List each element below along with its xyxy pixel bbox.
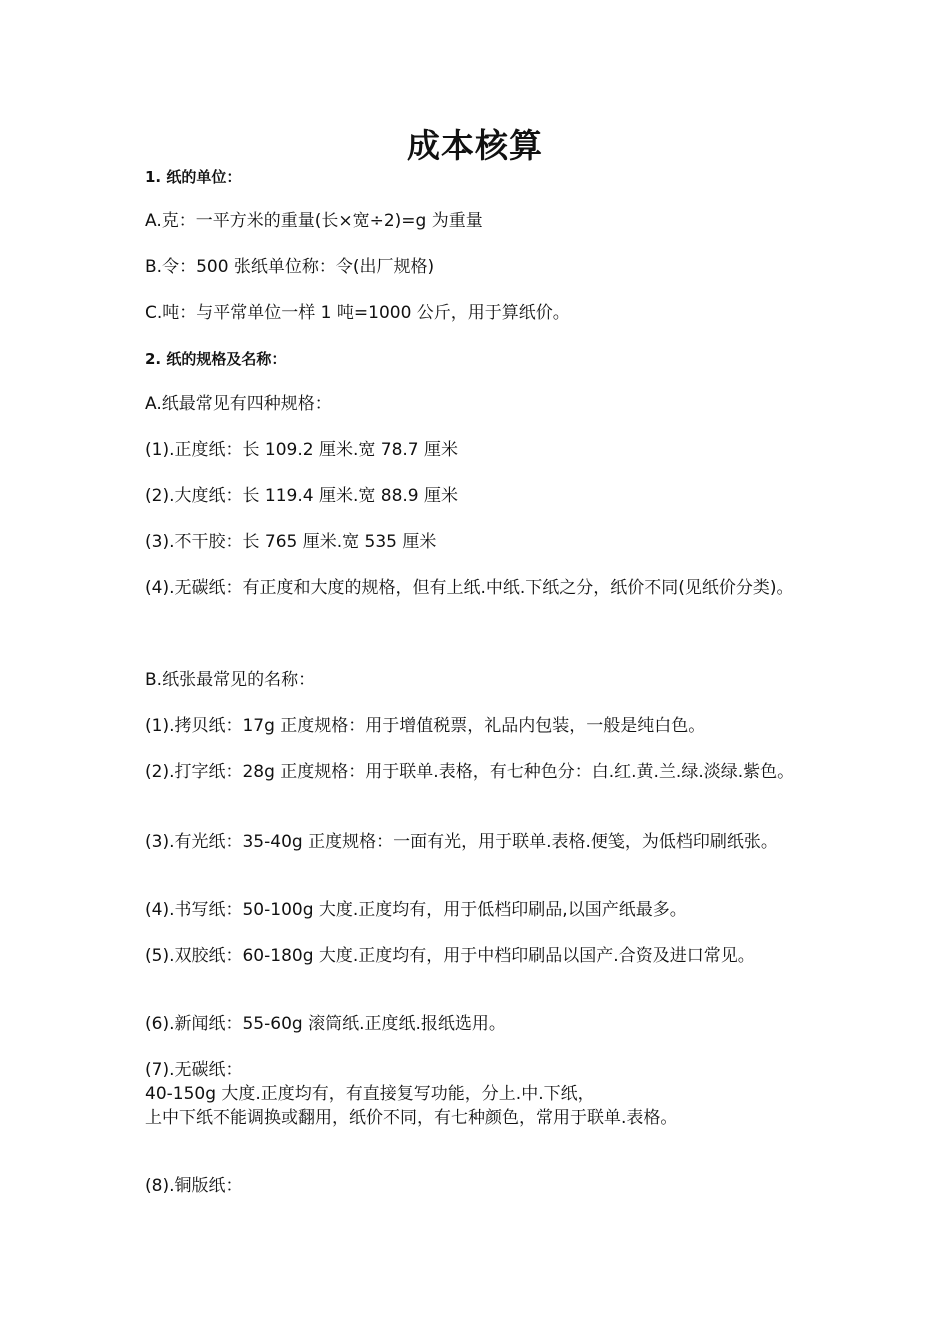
paragraph-name-coated-paper: (8).铜版纸：	[145, 1176, 243, 1196]
section-heading-paper-specs: 2. 纸的规格及名称：	[145, 350, 287, 368]
paragraph-name-newsprint: (6).新闻纸：55-60g 滚筒纸.正度纸.报纸选用。	[145, 1014, 506, 1034]
paragraph-names-intro: B.纸张最常见的名称：	[145, 670, 316, 690]
paragraph-unit-ream: B.令：500 张纸单位称：令(出厂规格)	[145, 257, 435, 277]
paragraph-spec-standard: (1).正度纸：长 109.2 厘米.宽 78.7 厘米	[145, 440, 459, 460]
paragraph-specs-intro: A.纸最常见有四种规格：	[145, 394, 332, 414]
paragraph-spec-carbonless: (4).无碳纸：有正度和大度的规格，但有上纸.中纸.下纸之分，纸价不同(见纸价分类)。	[145, 578, 794, 598]
carbonless-line-2: 上中下纸不能调换或翻用，纸价不同，有七种颜色，常用于联单.表格。	[145, 1108, 678, 1128]
paragraph-name-copy-paper: (1).拷贝纸：17g 正度规格：用于增值税票，礼品内包装，一般是纯白色。	[145, 716, 706, 736]
paragraph-unit-gram: A.克：一平方米的重量(长×宽÷2)=g 为重量	[145, 211, 483, 231]
paragraph-name-writing-paper: (4).书写纸：50-100g 大度.正度均有，用于低档印刷品,以国产纸最多。	[145, 900, 687, 920]
carbonless-label: (7).无碳纸：	[145, 1060, 243, 1080]
paragraph-name-carbonless	[145, 1058, 815, 1130]
carbonless-line-1: 40-150g 大度.正度均有，有直接复写功能，分上.中.下纸，	[145, 1084, 595, 1104]
paragraph-spec-large: (2).大度纸：长 119.4 厘米.宽 88.9 厘米	[145, 486, 459, 506]
paragraph-unit-ton: C.吨：与平常单位一样 1 吨=1000 公斤，用于算纸价。	[145, 303, 570, 323]
paragraph-spec-adhesive: (3).不干胶：长 765 厘米.宽 535 厘米	[145, 532, 437, 552]
section-heading-paper-units: 1. 纸的单位：	[145, 168, 242, 186]
paragraph-name-typing-paper: (2).打字纸：28g 正度规格：用于联单.表格，有七种色分：白.红.黄.兰.绿.淡绿.紫色。	[145, 762, 795, 782]
paragraph-name-offset-paper: (5).双胶纸：60-180g 大度.正度均有，用于中档印刷品以国产.合资及进口常见。	[145, 946, 755, 966]
paragraph-name-glossy-paper: (3).有光纸：35-40g 正度规格：一面有光，用于联单.表格.便笺，为低档印刷纸张。	[145, 832, 778, 852]
page-title: 成本核算	[407, 126, 543, 165]
